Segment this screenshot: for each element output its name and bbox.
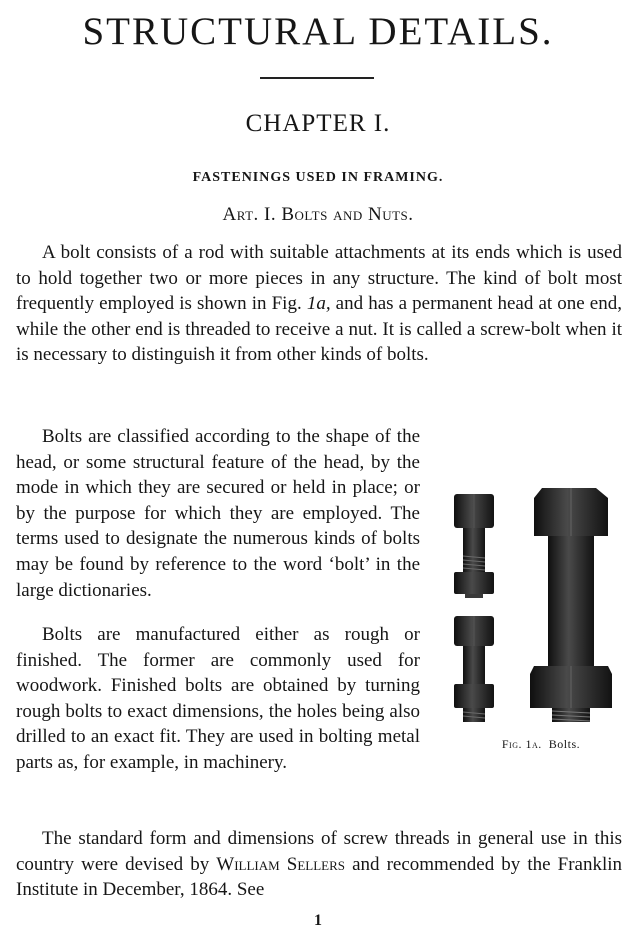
bolts-figure (446, 486, 626, 742)
paragraph-3-text: Bolts are manufactured either as rough or finished. The former are commonly used for woodwork. Finished bolts are obtained by turning rough bolts to exact dimensions, the holes being also drilled to an exact fit. They are used in bolting metal parts as, for example, in machinery. (16, 624, 420, 773)
title-rule (260, 77, 374, 79)
page-number: 1 (314, 912, 322, 929)
paragraph-1-text-a: A bolt consists of a rod with suitable attachments at its ends which is used to hold together two or more pieces in any structure. The kind of bolt most frequently employed is shown in Fig. (16, 242, 622, 315)
paragraph-1 (16, 240, 622, 368)
person-name: William Sellers (216, 853, 346, 875)
book-title: STRUCTURAL DETAILS. (82, 10, 554, 53)
paragraph-1-text-b: and has a permanent head at one end, while the other end is threaded to receive a nut. It is called a screw-bolt when it is necessary to distinguish it from other kinds of bolts. (16, 293, 622, 366)
article-heading: Art. I. Bolts and Nuts. (222, 204, 414, 225)
small-bolt-1 (454, 494, 494, 598)
chapter-heading: CHAPTER I. (245, 110, 391, 137)
bolts-illustration (446, 486, 626, 742)
paragraph-4 (16, 826, 622, 903)
paragraph-4-text-a: The standard form and dimensions of screw threads in general use in this country were devised by (16, 828, 622, 875)
section-heading: FASTENINGS USED IN FRAMING. (192, 170, 444, 185)
figure-caption (446, 737, 636, 752)
figure-caption-text: Bolts. (548, 737, 581, 751)
figure-reference: 1a, (306, 293, 331, 315)
paragraph-4-text-b: and recommended by the Franklin Institute in December, 1864. See (16, 853, 623, 901)
paragraph-2-text: Bolts are classified according to the shape of the head, or some structural feature of the head, by the mode in which they are secured or held in place; or by the purpose for which they are employed. The terms used to designate the numerous kinds of bolts may be found by reference to the word ‘bolt’ in the large dictionaries. (16, 426, 420, 601)
figure-caption-label: Fig. 1a. (501, 737, 542, 751)
small-bolt-2 (454, 616, 494, 722)
large-bolt (530, 488, 612, 722)
